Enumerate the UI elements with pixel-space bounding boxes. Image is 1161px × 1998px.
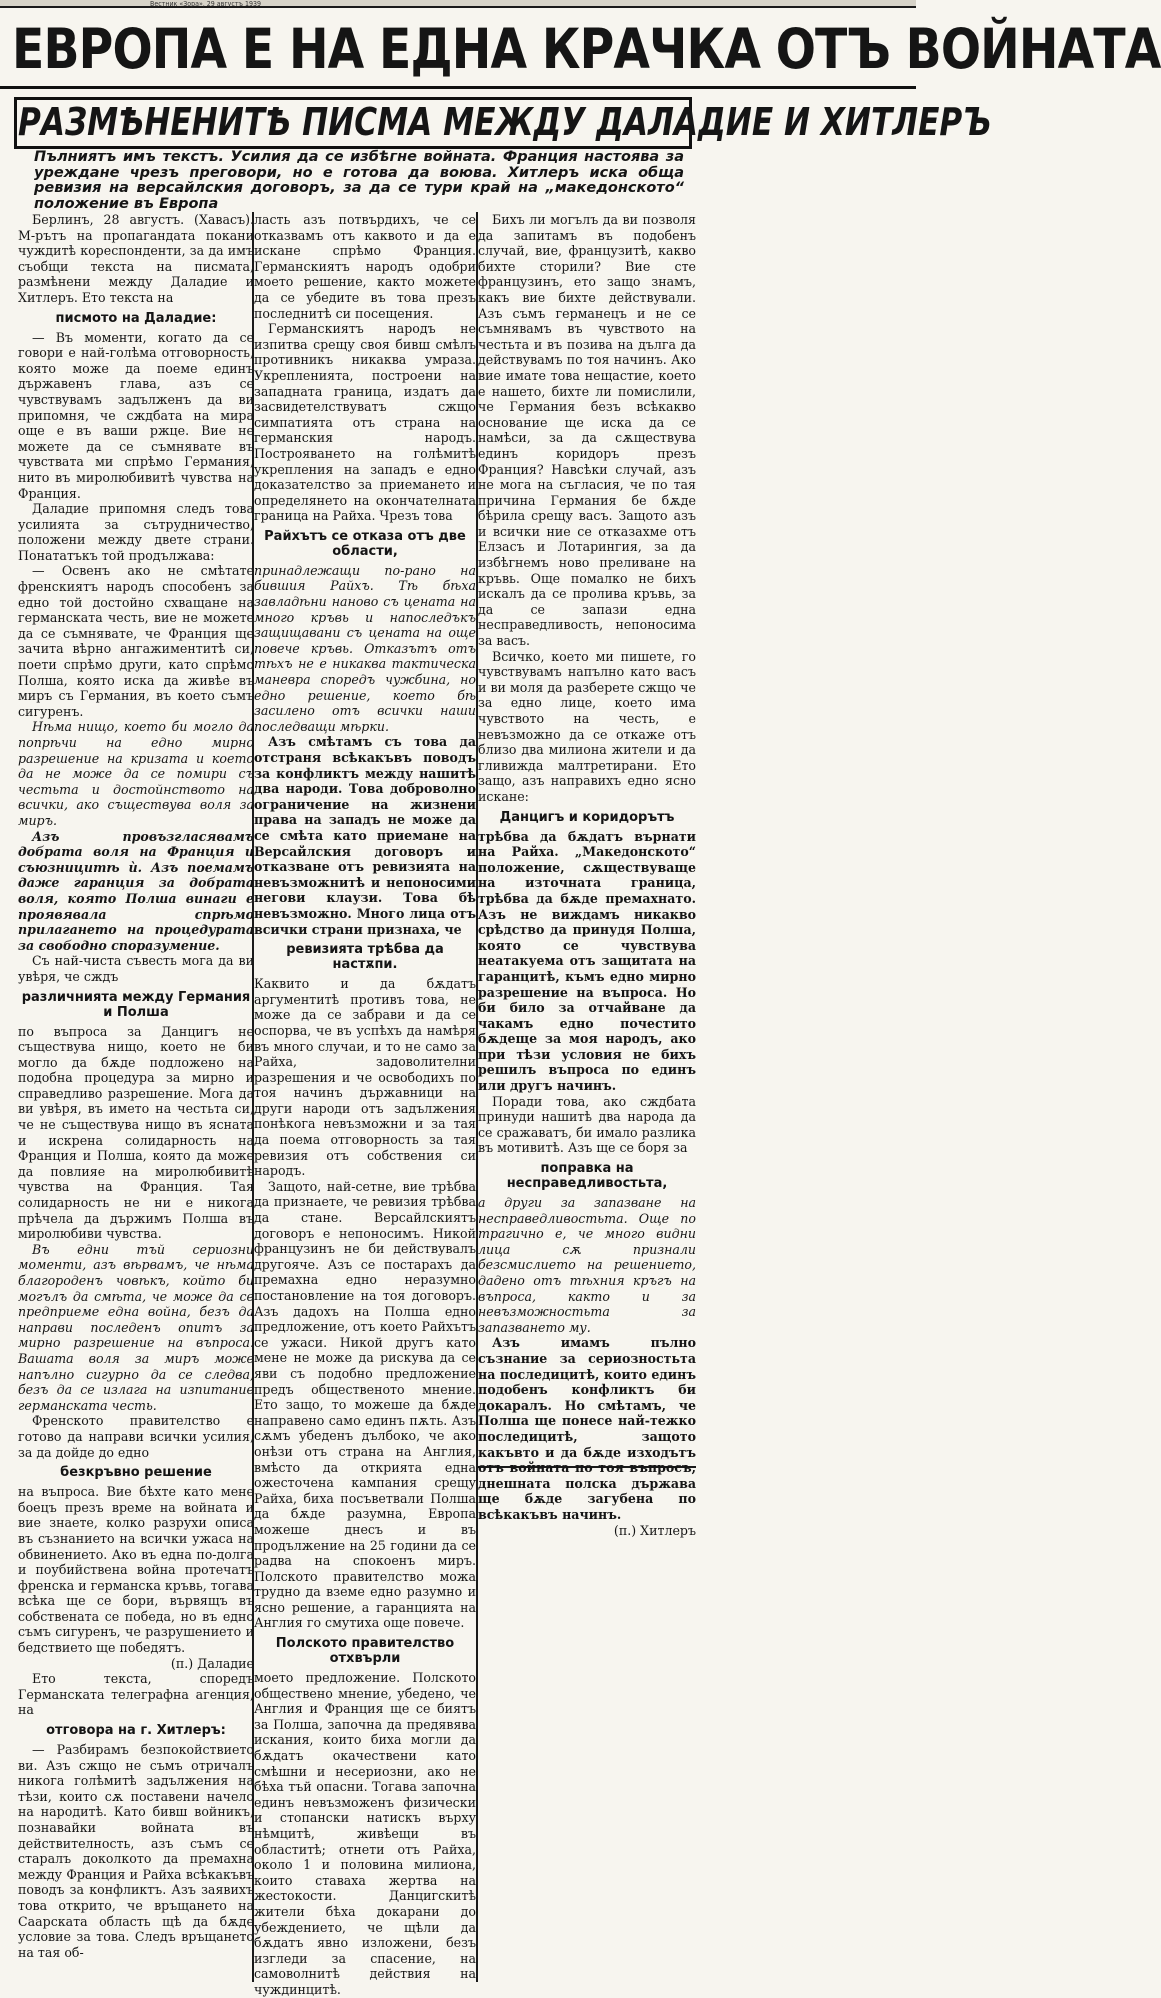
signature: (п.) Хитлеръ xyxy=(613,1522,696,1538)
paragraph: Съ най-чиста съвесть мога да ви увѣря, че сждъ xyxy=(18,953,254,984)
paragraph: Ето текста, споредъ Германската телеграфна агенция, на xyxy=(18,1671,254,1718)
paragraph: Каквито и да бѫдатъ аргументитѣ противъ това, не може да се забрави и да се оспорва, че въ успѣхъ да намѣря въ много случаи, и то не само за Райха, задоволителни разрешения и че освободихъ по тоя начинъ държавници на други народи отъ задължения понѣкога невъзможни и за тая да поема отговорность за тая ревизия отъ собствения си народъ. xyxy=(254,976,476,1179)
subhead: РАЗМѢНЕНИТѢ ПИСМА МЕЖДУ ДАЛАДИЕ И ХИТЛЕРЪ xyxy=(18,100,992,144)
paragraph: Френското правителство е готово да направи всички усилия, за да дойде до едно xyxy=(18,1413,254,1460)
main-headline: ЕВРОПА Е НА ЕДНА КРАЧКА ОТЪ ВОЙНАТА xyxy=(12,17,1161,81)
paragraph: Азъ имамъ пълно съзнание за сериозностьта на последицитѣ, които единъ подобенъ конфликтъ би докаралъ. Но смѣтамъ, че Полша ще понесе най-тежко последицитѣ, защото какъвто и да бѫде изходътъ отъ войната по тоя въпросъ, днешната полска държава ще бѫде загубена по всѣкакъвъ начинъ. xyxy=(478,1335,696,1522)
paragraph: Берлинъ, 28 августъ. (Хавасъ). М-рътъ на пропагандата покани чуждитѣ кореспонденти, за да имъ съобщи текста на писмата, размѣнени между Даладие и Хитлеръ. Ето текста на xyxy=(18,212,254,305)
subheading: Райхътъ се отказа отъ две области, xyxy=(264,528,466,559)
paragraph: — Освенъ ако не смѣтате френскиятъ народъ способенъ за едно той достойно схващане на германската честь, вие не можете да се съмнявате, че Франция ще зачита вѣрно ангажиментитѣ си, поети спрѣмо други, като спрѣмо Полша, която иска да живѣе въ миръ съ Германия, въ което съмъ сигуренъ. xyxy=(18,563,254,719)
paragraph: Даладие припомня следъ това усилията за сътрудничество, положени между двете страни. Понататъкъ той продължава: xyxy=(18,501,254,563)
paragraph: Въ едни тъй сериозни моменти, азъ вѣрвамъ, че нѣма благороденъ човѣкъ, който би могълъ да смѣта, че може да се предприеме една война, безъ да направи последенъ опитъ за мирно разрешение на въпроса. Вашата воля за миръ може напълно сигурно да се следва, безъ да се излага на изпитание германската честь. xyxy=(18,1241,254,1413)
paragraph: на въпроса. Вие бѣхте като мене боецъ презъ време на войната и вие знаете, колко разрухи описа въ съзнанието на всички ужаса на обвинението. Ако въ една по-долга и поубийствена война протечатъ френска и германска кръвь, тогава всѣка ще се бори, вървящъ въ собствената се победа, но въ едно съмъ сигуренъ, че разрушението и бедствието ще победятъ. xyxy=(18,1484,254,1656)
paragraph: — Въ моменти, когато да се говори е най-голѣма отговорность, която може да поеме единъ държавенъ глава, азъ се чувствувамъ задълженъ да ви припомня, че сждбата на мира още е въ ваши ржце. Вие не можете да се съмнявате въ чувствата ми спрѣмо Германия, нито въ миролюбивитѣ чувства на Франция. xyxy=(18,329,254,501)
column-2 xyxy=(254,212,476,1997)
paragraph: Германскиятъ народъ не изпитва срещу своя бивш смѣлъ противникъ никаква умраза. Укрепленията, построени на западната граница, издатъ да засвидетелствуватъ сжщо симпатията отъ страна на германския народъ. Построяването на голѣмитѣ укрепления на западъ е едно доказателство за приемането и определянето на окончателната граница на Райха. Чрезъ това xyxy=(254,321,476,524)
paragraph: ласть азъ потвърдихъ, че се отказвамъ отъ каквото и да е искане спрѣмо Франция. Германскиятъ народъ одобри моето решение, както можете да се убедите въ това презъ последнитѣ си посещения. xyxy=(254,212,476,321)
paragraph: — Разбирамъ безпокойствието ви. Азъ сжщо не съмъ отричалъ никога голѣмитѣ задължения на тѣзи, които сѫ поставени начело на народитѣ. Като бивш войникъ, познавайки войната въ действителность, азъ съмъ се старалъ доколкото да премахна между Франция и Райха всѣкакъвъ поводъ за конфликтъ. Азъ заявихъ това открито, че връщането на Саарската область щѣ да бѫде условие за това. Следъ връщането на тая об- xyxy=(18,1742,254,1960)
paragraph: Защото, най-сетне, вие трѣбва да признаете, че ревизия трѣбва да стане. Версайлскиятъ договоръ е непоносимъ. Никой французинъ не би действувалъ другояче. Азъ се постарахъ да премахна едно неразумно постановление на тоя договоръ. Азъ дадохъ на Полша едно предложение, отъ което Райхътъ се ужаси. Никой другъ като мене не може да рискува да се яви съ подобно предложение предъ общественото мнение. Ето защо, то можеше да бѫде направено само единъ пѫть. Азъ сѫмъ убеденъ дълбоко, че ако онѣзи отъ страна на Англия, вмѣсто да открията една ожесточена кампания срещу Райха, биха посъветвали Полша да бѫде разумна, Европа можеше днесъ и въ продължение на 25 години да се радва на спокоенъ миръ. Полското правителство можа трудно да вземе едно разумно и ясно решение, а гаранцията на Англия го смутиха още повече. xyxy=(254,1178,476,1631)
paragraph: моето предложение. Полското обществено мнение, убедено, че Англия и Франция ще се биятъ за Полша, започна да предявява искания, които биха могли да бѫдатъ окачествени като смѣшни и несериозни, ако не бѣха тъй опасни. Тогава започна единъ невъзможенъ физически и стопански натискъ върху нѣмцитѣ, живѣещи въ областитѣ; отнети отъ Райха, около 1 и половина милиона, които ставаха жертва на жестокости. Данцигскитѣ жители бѣха докарани до убеждението, че щѣли да бѫдатъ явно изложени, безъ изгледи за спасение, на самоволнитѣ действия на чуждинцитѣ. xyxy=(254,1670,476,1997)
subheading: Полското правителство отхвърли xyxy=(275,1636,455,1667)
signature: (п.) Даладие xyxy=(170,1655,254,1671)
subheading: отговора на г. Хитлеръ: xyxy=(46,1723,226,1739)
paragraph: трѣбва да бѫдатъ върнати на Райха. „Македонското“ положение, сѫществуваще на източната граница, трѣбва да бѫде премахнато. Азъ не виждамъ никакво срѣдство да принудя Полша, която се чувствува неатакуема отъ защитата на гаранцитѣ, къмъ едно мирно разрешение на въпроса. Но би било за отчайване да чакамъ едно почестито бѫдеще за моя народъ, ако при тѣзи условия не бихъ решилъ въпроса по единъ или другъ начинъ. xyxy=(478,828,696,1094)
paragraph: Азъ смѣтамъ съ това да отстраня всѣкакъвъ поводъ за конфликтъ между нашитѣ два народи. Това доброволно ограничение на жизнени права на западъ не може да се смѣта като приемане на Версайлския договоръ и отказване отъ ревизията на невъзможнитѣ и непоносими негови клаузи. Това бѣ невъзможно. Много лица отъ всички страни признаха, че xyxy=(254,734,476,937)
subheading: различнията между Германия и Полша xyxy=(21,989,251,1020)
subheading: писмото на Даладие: xyxy=(55,310,217,326)
subheading: поправка на несправедливостьта, xyxy=(506,1161,668,1192)
deck-text: Пълниятъ имъ текстъ. Усилия да се избѣгне войната. Франция настоява за уреждане чрезъ преговори, но е готова да воюва. Хитлеръ иска обща ревизия на версайлския договоръ, за да се тури край на „македонското“ положение въ Европа xyxy=(34,149,684,212)
column-1 xyxy=(18,212,254,1982)
column-3 xyxy=(478,212,696,1538)
paragraph: Всичко, което ми пишете, го чувствувамъ напълно като васъ и ви моля да разберете сжщо че за едно лице, което има чувството на честь, е невъзможно да се откаже отъ близо два милиона жители и да гливижда малтретирани. Ето защо, азъ направихъ едно ясно искане: xyxy=(478,648,696,804)
paragraph: Бихъ ли могълъ да ви позволя да запитамъ въ подобенъ случай, вие, французитѣ, какво бихте сторили? Вие сте французинъ, ето защо знамъ, какъ вие бихте действували. Азъ съмъ германецъ и не се съмнявамъ въ чувството на честьта и въ позива на дълга да действувамъ по тоя начинъ. Ако вие имате това нещастие, което е нашето, бихте ли помислили, че Германия безъ всѣкакво основание ще иска да се намѣси, за да сѫществува единъ коридоръ презъ Франция? Навсѣки случай, азъ не мога на съгласия, че по тая причина Германия бе бѫде бѣрила срещу васъ. Защото азъ и всички ние се отказахме отъ Елзасъ и Лотарингия, за да избѣгнемъ ново преливане на кръвь. Още помалко не бихъ искалъ да се пролива кръвь, за да се запази една несправедливость, непоносима за васъ. xyxy=(478,212,696,649)
paragraph: по въпроса за Данцигъ не съществува нищо, което не би могло да бѫде подложено на подобна процедура за мирно и справедливо разрешение. Мога да ви увѣря, въ името на честьта си, че не съществува нищо въ ясната и искрена солидарность на Франция и Полша, която да може да повлияе на миролюбивитѣ чувства на Франция. Тая солидарность не ни е никога прѣчела да държимъ Полша въ миролюбиви чувства. xyxy=(18,1023,254,1242)
subheading: безкръвно решение xyxy=(60,1465,212,1481)
masthead-strip: Вестник «Зора», 29 августъ 1939 xyxy=(0,0,916,8)
paragraph: принадлежащи по-рано на бившия Райхъ. Тѣ бѣха завладѣни наново съ цената на много кръвь и напоследъкъ защищавани съ цената на още повече кръвь. Отказътъ отъ тѣхъ не е никаква тактическа маневра споредъ чужбина, но едно решение, което бѣ засилено отъ всички наши последващи мѣрки. xyxy=(254,562,476,734)
paragraph: а други за запазване на несправедливостьта. Още по трагично е, че много видни лица сѫ признали безсмислието на решението, дадено отъ тѣхния кръгъ на въпроса, както и за невъзможностьта за запазването му. xyxy=(478,1195,696,1335)
paragraph: Азъ провъзгласявамъ добрата воля на Франция и съюзницитѣ ѝ. Азъ поемамъ даже гаранция за добрата воля, която Полша винаги е проявявала спрѣмо прилагането на процедурата за свободно споразумение. xyxy=(18,828,254,953)
paragraph: Нѣма нищо, което би могло да попрѣчи на едно мирно разрешение на кризата и което да не може да се помири съ честьта и достойнството на всички, ако съществува воля за миръ. xyxy=(18,719,254,828)
headline-rule xyxy=(0,86,916,89)
paragraph: Поради това, ако сждбата принуди нашитѣ два народа да се сражаватъ, би имало разлика въ мотивитѣ. Азъ ще се боря за xyxy=(478,1093,696,1156)
subheading: ревизията трѣбва да настѫпи. xyxy=(286,942,444,973)
subheading: Данцигъ и коридорътъ xyxy=(499,809,675,825)
